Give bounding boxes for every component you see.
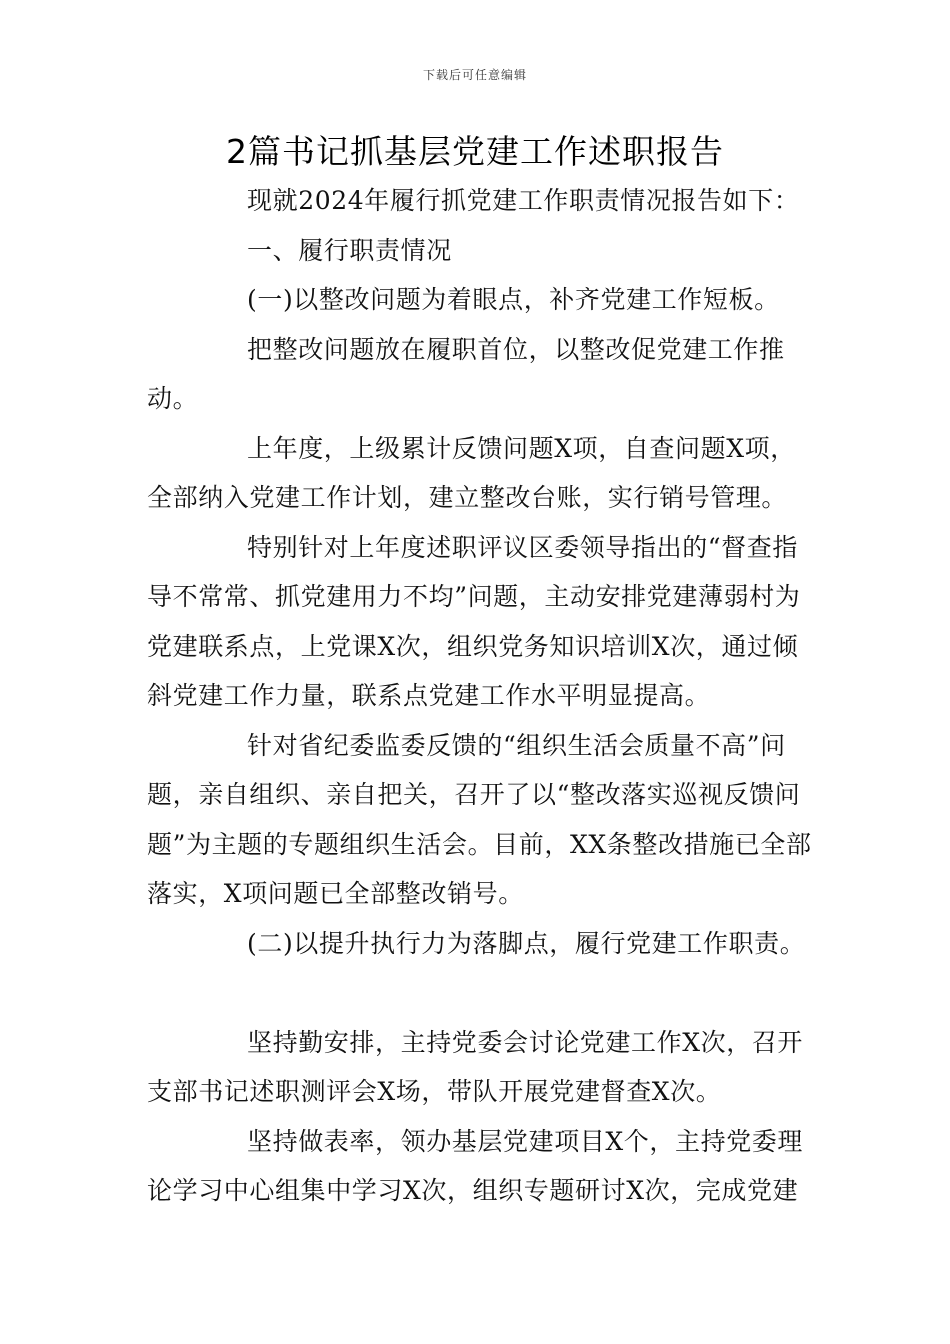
paragraph-intro: 现就2024年履行抓党建工作职责情况报告如下： [247, 186, 800, 215]
paragraph: 把整改问题放在履职首位，以整改促党建工作推动。 [147, 334, 785, 413]
paragraph: 特别针对上年度述职评议区委领导指出的“督查指导不常常、抓党建用力不均”问题，主动安排党建薄弱村为党建联系点，上党课X次，组织党务知识培训X次，通过倾斜党建工作力量，联系点党建工作水平明显提高。 [147, 532, 801, 710]
document-title: 2篇书记抓基层党建工作述职报告 [226, 132, 724, 171]
subsection-heading: (一)以整改问题为着眼点，补齐党建工作短板。 [247, 285, 780, 314]
section-heading: 一、履行职责情况 [247, 235, 452, 265]
header-note: 下载后可任意编辑 [422, 68, 527, 82]
paragraph: 上年度，上级累计反馈问题X项，自查问题X项，全部纳入党建工作计划，建立整改台账，实行销号管理。 [147, 433, 796, 512]
paragraph: 坚持做表率，领办基层党建项目X个，主持党委理论学习中心组集中学习X次，组织专题研讨X次，完成党建 [147, 1126, 803, 1205]
paragraph: 坚持勤安排，主持党委会讨论党建工作X次，召开支部书记述职测评会X场，带队开展党建督查X次。 [147, 1027, 803, 1106]
subsection-heading: (二)以提升执行力为落脚点，履行党建工作职责。 [247, 928, 806, 958]
document-body [147, 176, 812, 1216]
paragraph: 针对省纪委监委反馈的“组织生活会质量不高”问题，亲自组织、亲自把关，召开了以“整改落实巡视反馈问题”为主题的专题组织生活会。目前，XX条整改措施已全部落实，X项问题已全部整改销号。 [147, 730, 812, 908]
